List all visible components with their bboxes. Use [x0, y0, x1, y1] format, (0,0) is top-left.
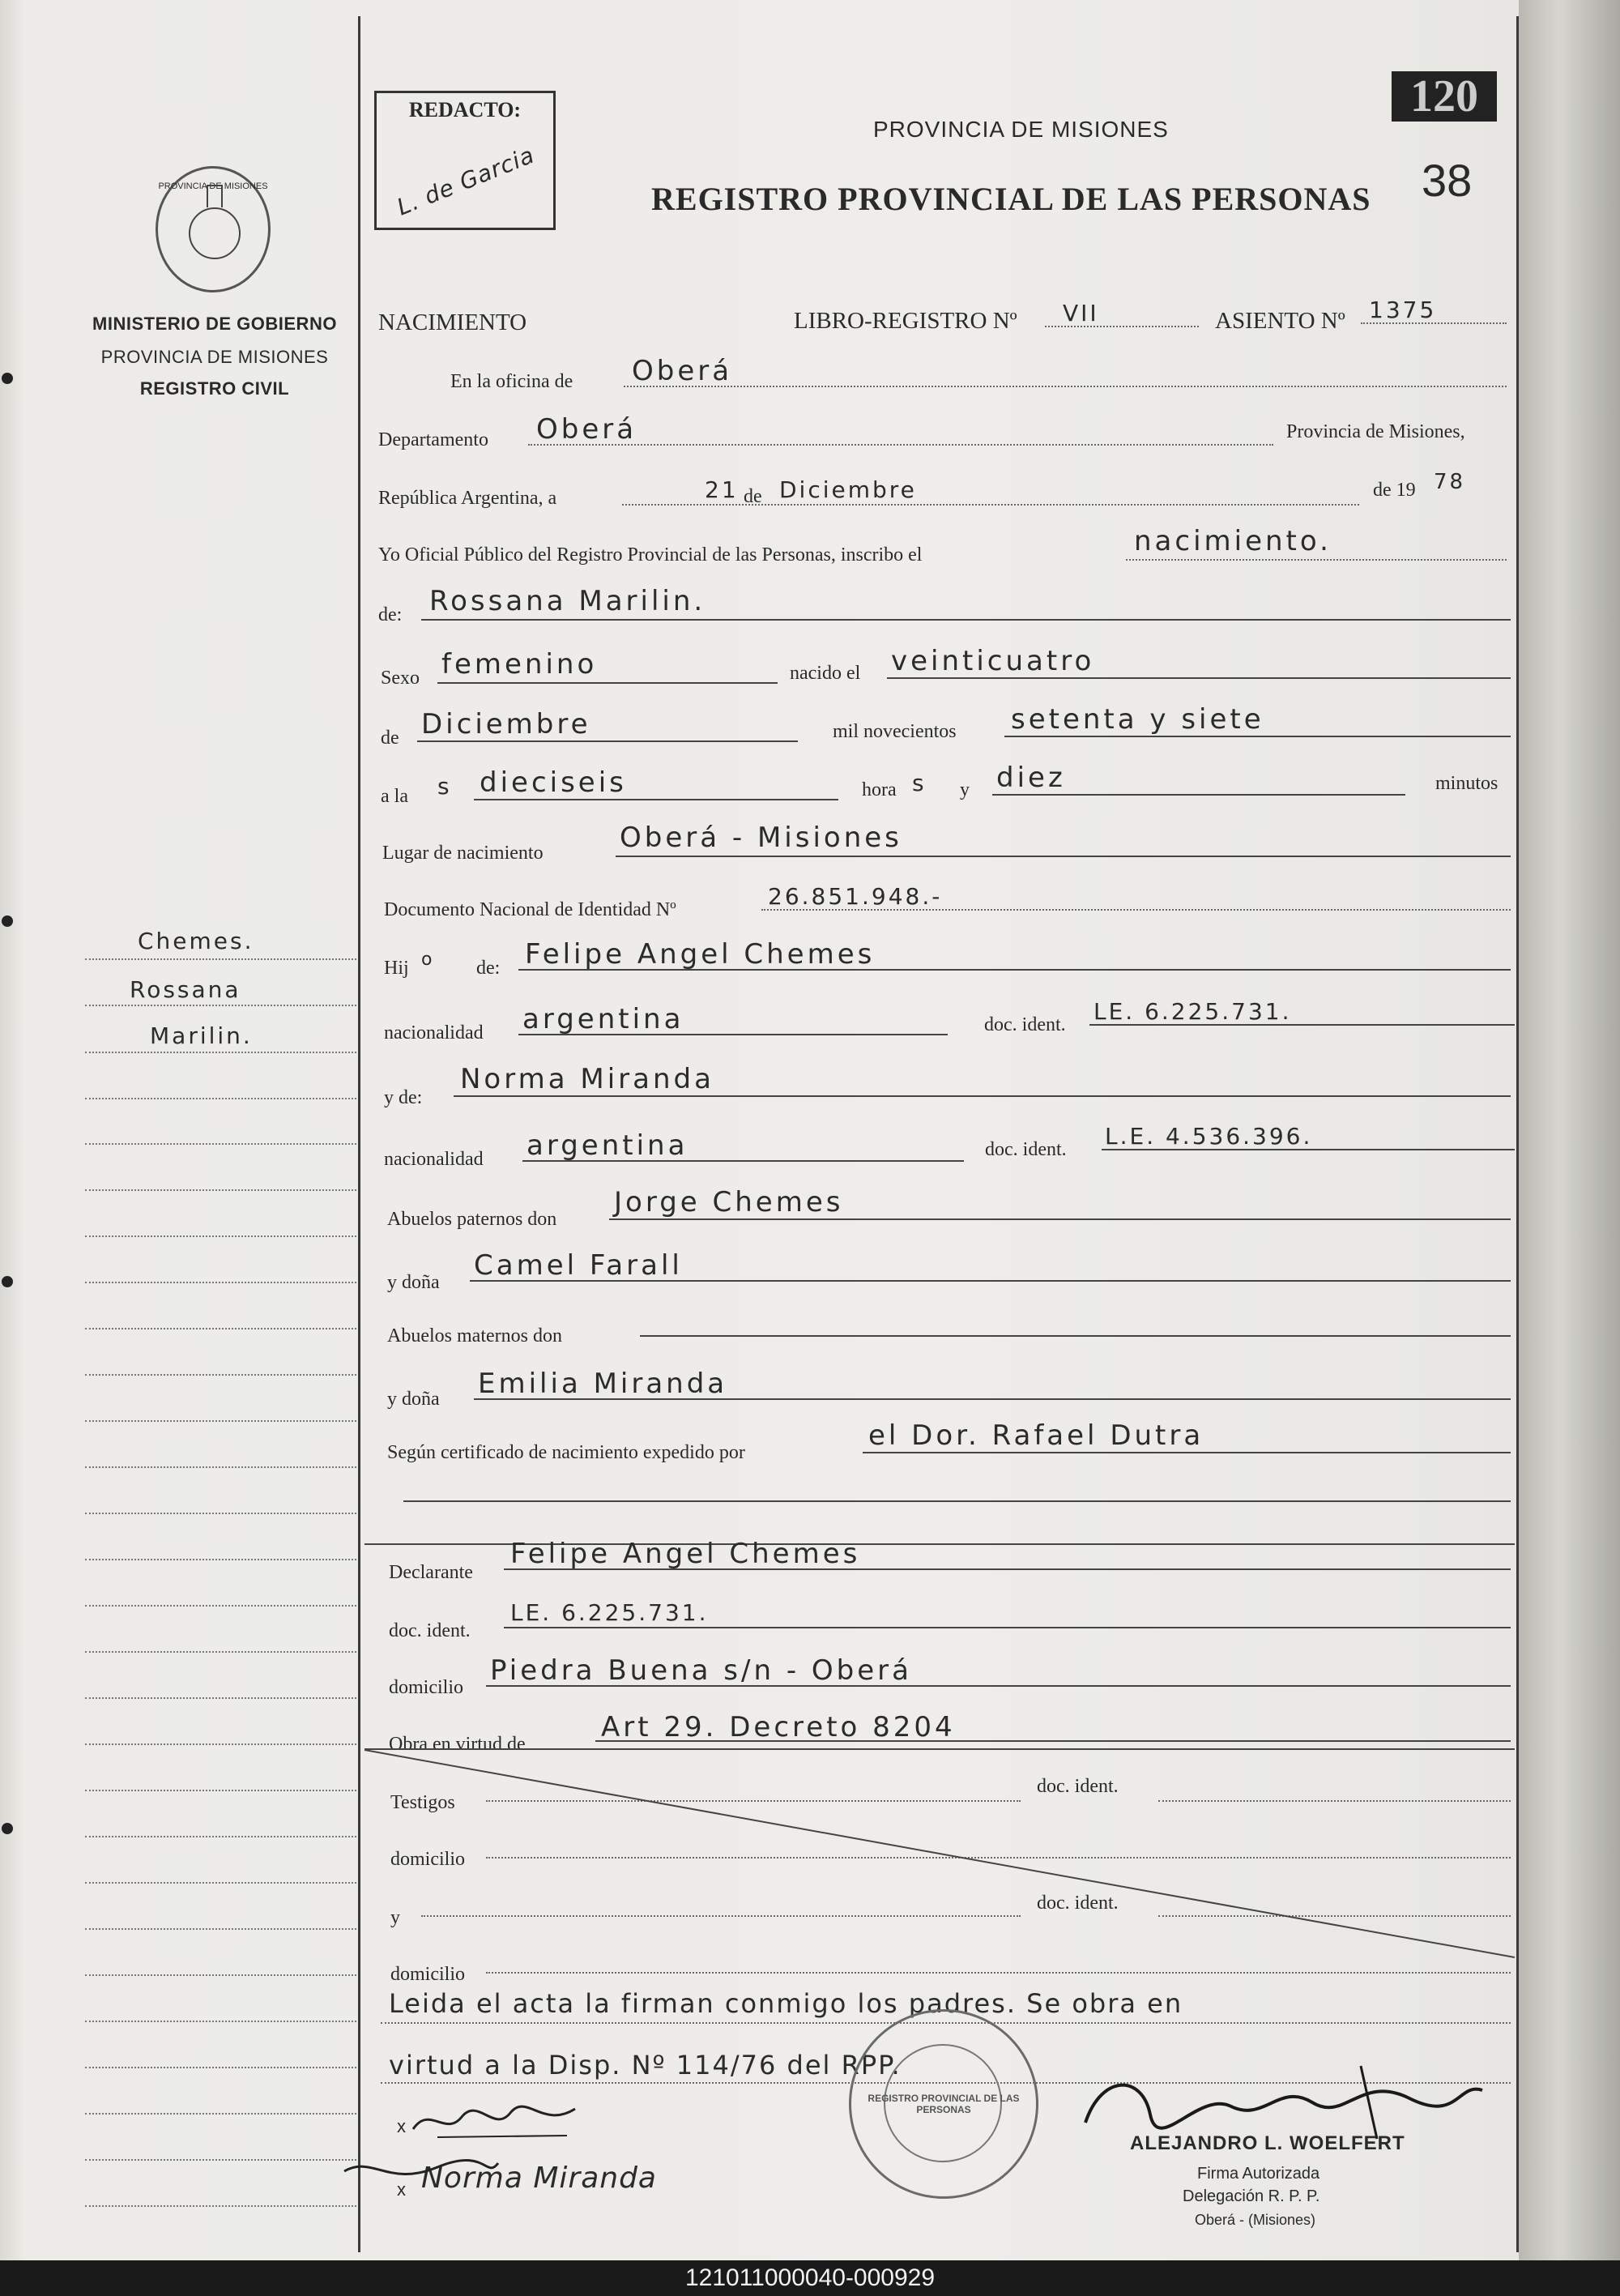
redacto-signature: L. de Garcia — [393, 141, 539, 221]
official-title: Firma Autorizada — [1197, 2165, 1320, 2183]
province-title: PROVINCIA DE MISIONES — [873, 117, 1169, 142]
obra-value: Art 29. Decreto 8204 — [601, 1711, 956, 1743]
official-name: ALEJANDRO L. WOELFERT — [1130, 2132, 1405, 2154]
madre-name: Norma Miranda — [460, 1063, 714, 1095]
document-id-bar — [0, 2260, 1620, 2296]
act-type: NACIMIENTO — [378, 309, 527, 335]
nacido-anio: setenta y siete — [1011, 703, 1264, 736]
note-line-2: virtud a la Disp. Nº 114/76 del RPP. — [389, 2050, 902, 2080]
madre-nacionalidad: argentina — [526, 1129, 688, 1162]
margin-divider — [358, 16, 360, 2252]
margin-surname: Chemes. — [138, 928, 254, 954]
document-page: PROVINCIA DE MISIONES MINISTERIO DE GOBIERNO PROVINCIA DE MISIONES REGISTRO CIVIL Chemes. Rossana Marilin. REDACTO: L. de Garcia PROVINCIA DE MISIONES REGISTRO PROVINCIAL DE LAS PERSONAS 38 120 NACIMIENTO LIBRO-REGISTRO Nº VII ASIENTO Nº 1375 En la oficina de Oberá Departamento Oberá Provincia de Misiones, República Argentina, a 21 de Diciembre de 19 78 Yo Oficial Público del Registro Provincial de las Personas, inscribo el nacimiento. de: Rossana Marilin. Sexo femenino nacido el veinticuatro de Diciembre mil novecientos setenta y siete a la s dieciseis hora s y diez minutos Lugar de nacimiento Oberá - Misiones Documento Nacional de Identidad Nº 26.851.948.- Hij o de: Felipe Angel Chemes nacionalidad argentina doc. ident. LE. 6.225.731. y de: Norma Miranda nacionalidad argentina doc. ident. L.E. 4.536.396. Abuelos paternos don Jorge Chemes y doña Camel Farall Abuelos maternos don y doña Emilia Miranda Según certificado de nacimiento expedido por el Dor. Rafael Dutra Declarante Felipe Angel Chemes doc. ident. LE. 6.225.731. domicilio Piedra Buena s/n - Oberá Obra en virtud de Art 29. Decreto 8204 Testigos doc. ident. domicilio y doc. ident. domicilio Leida el acta la firman conmigo los padres. Se obra en virtud a la Disp. Nº 114/76 del RPP. REGISTRO PROVINCIAL DE LAS PERSONAS x x Norma Miranda ALEJANDRO L. WOELFERT Firma Autorizada Delegación R. P. P. Oberá - (Misiones) — [0, 0, 1620, 2260]
abuela-paterna: Camel Farall — [474, 1249, 683, 1282]
declarante-doc: LE. 6.225.731. — [510, 1599, 709, 1626]
ministry-title: MINISTERIO DE GOBIERNO — [92, 314, 337, 334]
asiento-label: ASIENTO Nº — [1215, 308, 1345, 334]
page-edge — [1519, 0, 1620, 2260]
signature-flourish — [340, 2147, 502, 2196]
padre-doc: LE. 6.225.731. — [1094, 998, 1292, 1025]
province-seal-icon: PROVINCIA DE MISIONES — [156, 166, 271, 292]
binding-hole — [2, 373, 13, 384]
padre-nacionalidad: argentina — [522, 1003, 684, 1035]
folio-crossed: 120 — [1392, 71, 1497, 122]
binding-hole — [2, 915, 13, 927]
document-id: 121011000040-000929 — [684, 2264, 936, 2291]
padre-name: Felipe Angel Chemes — [525, 938, 876, 971]
hora-value: dieciseis — [480, 766, 627, 799]
fecha-mes: Diciembre — [779, 476, 917, 503]
father-signature — [405, 2097, 591, 2145]
official-place: Oberá - (Misiones) — [1195, 2212, 1316, 2228]
binding-hole — [2, 1823, 13, 1834]
libro-value: VII — [1063, 300, 1099, 326]
oficina-value: Oberá — [632, 355, 733, 387]
dni-value: 26.851.948.- — [768, 883, 943, 910]
ministry-registry: REGISTRO CIVIL — [139, 378, 290, 399]
declarante-name: Felipe Angel Chemes — [510, 1538, 861, 1570]
sexo-value: femenino — [441, 648, 598, 681]
registrant-name: Rossana Marilin. — [429, 585, 706, 617]
madre-doc: L.E. 4.536.396. — [1105, 1123, 1313, 1150]
registry-title: REGISTRO PROVINCIAL DE LAS PERSONAS — [651, 181, 1371, 217]
declarante-domicilio: Piedra Buena s/n - Oberá — [490, 1654, 912, 1687]
minutos-value: diez — [996, 762, 1066, 794]
abuela-materna: Emilia Miranda — [478, 1368, 728, 1400]
folio-number: 38 — [1422, 155, 1473, 206]
note-line-1: Leida el acta la firman conmigo los padres. Se obra en — [389, 1988, 1183, 2019]
binding-hole — [2, 1276, 13, 1287]
registry-stamp: REGISTRO PROVINCIAL DE LAS PERSONAS — [849, 2009, 1038, 2199]
redacto-box: REDACTO: L. de Garcia — [374, 91, 556, 230]
certificado-value: el Dor. Rafael Dutra — [868, 1419, 1204, 1452]
ministry-province: PROVINCIA DE MISIONES — [100, 347, 329, 367]
fecha-dia: 21 — [705, 476, 739, 503]
official-office: Delegación R. P. P. — [1183, 2187, 1320, 2205]
departamento-value: Oberá — [536, 413, 637, 446]
nacido-dia: veinticuatro — [891, 645, 1095, 677]
lugar-value: Oberá - Misiones — [620, 822, 902, 854]
margin-name: Rossana — [130, 976, 241, 1003]
libro-label: LIBRO-REGISTRO Nº — [794, 308, 1017, 334]
fecha-anio: 78 — [1434, 470, 1466, 494]
nacido-mes: Diciembre — [421, 708, 591, 740]
testigos-cross-out — [364, 1748, 1515, 1959]
inscribo-value: nacimiento. — [1134, 525, 1332, 557]
mother-signature: Norma Miranda — [421, 2162, 657, 2195]
abuelo-paterno: Jorge Chemes — [614, 1186, 844, 1218]
asiento-value: 1375 — [1369, 297, 1437, 323]
margin-name2: Marilin. — [150, 1022, 253, 1049]
